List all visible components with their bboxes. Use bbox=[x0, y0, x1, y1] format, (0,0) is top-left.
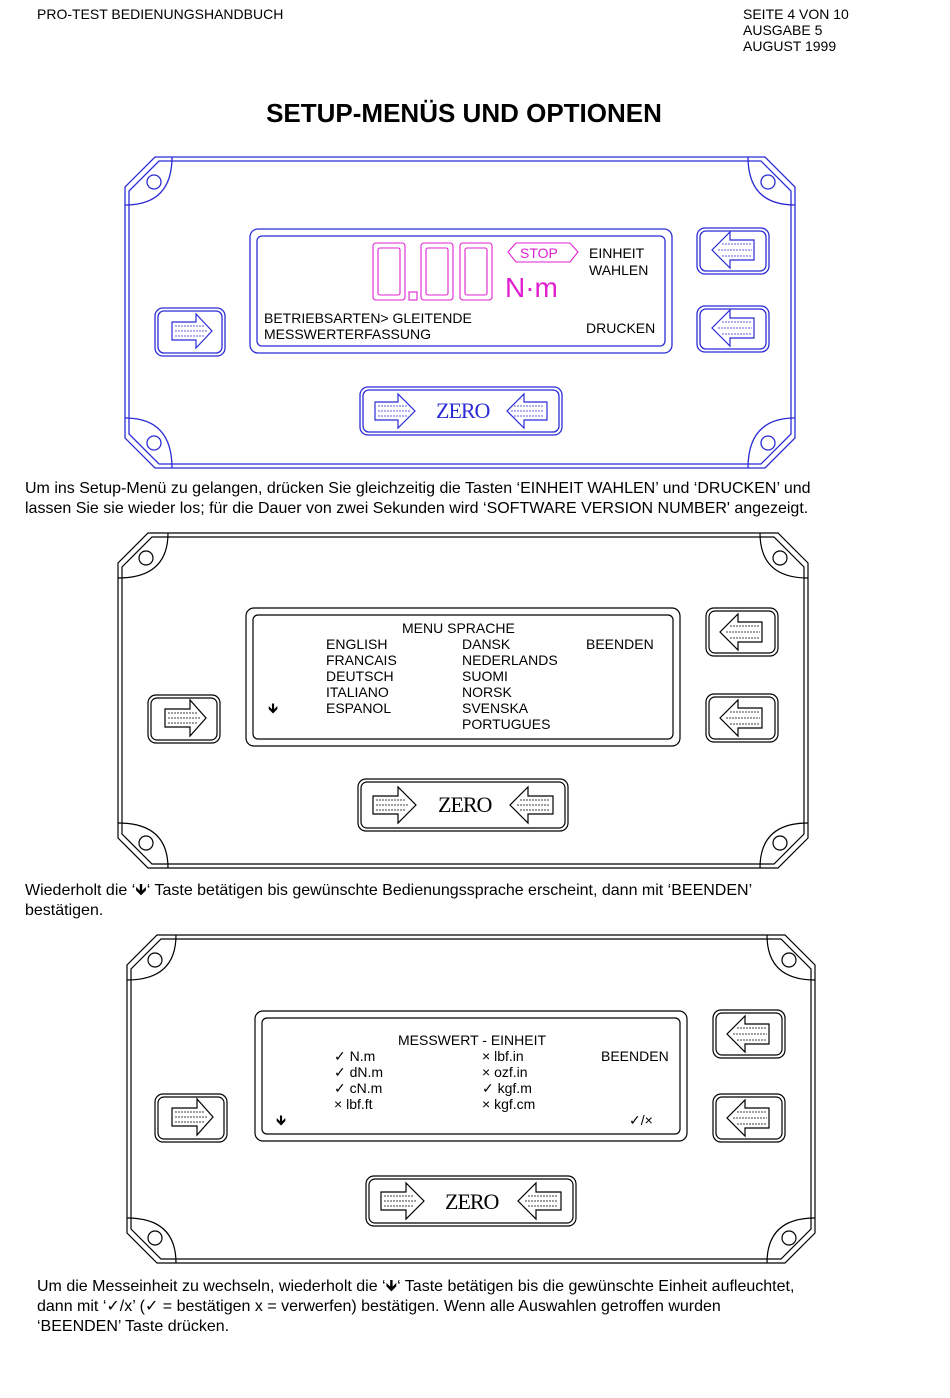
exit-button[interactable] bbox=[713, 1010, 785, 1058]
confirm-reject-button[interactable] bbox=[713, 1094, 785, 1142]
language-option: PORTUGUES bbox=[462, 716, 551, 732]
instruction-paragraph-1: Um ins Setup-Menü zu gelangen, drücken Sie gleichzeitig die Tasten ‘EINHEIT WAHLEN’ und ‘DRUCKEN’ und lassen Sie sie wieder los; für die Dauer von zwei Sekunden wird ‘SOFTWARE VERSION NUMBER' angezeigt. bbox=[25, 480, 811, 517]
status-icon: ✓ bbox=[334, 1080, 346, 1096]
exit-label: BEENDEN bbox=[586, 636, 654, 652]
unit-column-2 bbox=[482, 1048, 535, 1112]
language-option: SVENSKA bbox=[462, 700, 529, 716]
unit-option: ✓ N.m bbox=[334, 1048, 376, 1064]
down-arrow-icon: 🡻 bbox=[268, 700, 279, 716]
status-icon: ✓ bbox=[482, 1080, 494, 1096]
unit-option: ✓ cN.m bbox=[334, 1080, 383, 1096]
language-option: ESPANOL bbox=[326, 700, 392, 716]
unit-option: × lbf.in bbox=[482, 1048, 524, 1064]
language-option: DANSK bbox=[462, 636, 511, 652]
doc-header-title: PRO-TEST BEDIENUNGSHANDBUCH bbox=[37, 6, 284, 22]
status-icon: × bbox=[482, 1064, 491, 1080]
status-icon: ✓ bbox=[334, 1048, 346, 1064]
language-option: FRANCAIS bbox=[326, 652, 397, 668]
unit-option: × lbf.ft bbox=[334, 1096, 373, 1112]
status-icon: ✓ bbox=[334, 1064, 346, 1080]
page-number: SEITE 4 VON 10 bbox=[743, 6, 849, 22]
unit-menu-heading: MESSWERT - EINHEIT bbox=[398, 1032, 547, 1048]
status-icon: × bbox=[482, 1048, 491, 1064]
mode-line-2: MESSWERTERFASSUNG bbox=[264, 326, 431, 342]
date: AUGUST 1999 bbox=[743, 38, 837, 54]
language-option: SUOMI bbox=[462, 668, 508, 684]
lcd-reading bbox=[376, 236, 378, 237]
status-icon: × bbox=[482, 1096, 491, 1112]
instruction-paragraph-3: Um die Messeinheit zu wechseln, wiederholt die ‘🡻‘ Taste betätigen bis die gewünschte Einheit aufleuchtet, dann mit ‘✓/x’ (✓ = bestätigen x = verwerfen) bestätigen. Wenn alle Auswahlen getroffen wurden ‘BEENDEN’ Taste drücken. bbox=[37, 1278, 795, 1335]
zero-key-label: ZERO bbox=[445, 1189, 499, 1214]
unit-option: ✓ kgf.m bbox=[482, 1080, 532, 1096]
unit-column-1 bbox=[334, 1048, 383, 1112]
edition: AUSGABE 5 bbox=[743, 22, 823, 38]
language-option: ITALIANO bbox=[326, 684, 389, 700]
unit-option: ✓ dN.m bbox=[334, 1064, 384, 1080]
status-icon: × bbox=[334, 1096, 343, 1112]
exit-label: BEENDEN bbox=[601, 1048, 669, 1064]
zero-button[interactable] bbox=[366, 1176, 576, 1226]
key-label-unit-select-2: WAHLEN bbox=[589, 262, 649, 278]
page-title: SETUP-MENÜS UND OPTIONEN bbox=[266, 98, 662, 128]
language-option: DEUTSCH bbox=[326, 668, 394, 684]
mode-line-1: BETRIEBSARTEN> GLEITENDE bbox=[264, 310, 472, 326]
zero-key-label: ZERO bbox=[438, 792, 492, 817]
language-option: ENGLISH bbox=[326, 636, 388, 652]
unit-indicator: N·m bbox=[505, 272, 558, 303]
instruction-paragraph-2: Wiederholt die ‘🡻‘ Taste betätigen bis gewünschte Bedienungssprache erscheint, dann mit ‘BEENDEN’ bestätigen. bbox=[25, 882, 753, 919]
language-menu-heading: MENU SPRACHE bbox=[402, 620, 515, 636]
language-option: NORSK bbox=[462, 684, 512, 700]
down-button[interactable] bbox=[155, 1094, 227, 1142]
zero-key-label: ZERO bbox=[436, 398, 490, 423]
unit-option: × ozf.in bbox=[482, 1064, 528, 1080]
unit-option: × kgf.cm bbox=[482, 1096, 536, 1112]
confirm-reject-label: ✓/× bbox=[629, 1112, 653, 1128]
language-option: NEDERLANDS bbox=[462, 652, 558, 668]
key-label-print: DRUCKEN bbox=[586, 320, 656, 336]
stop-indicator: STOP bbox=[520, 245, 558, 261]
key-label-unit-select-1: EINHEIT bbox=[589, 245, 645, 261]
down-arrow-icon: 🡻 bbox=[276, 1112, 287, 1128]
